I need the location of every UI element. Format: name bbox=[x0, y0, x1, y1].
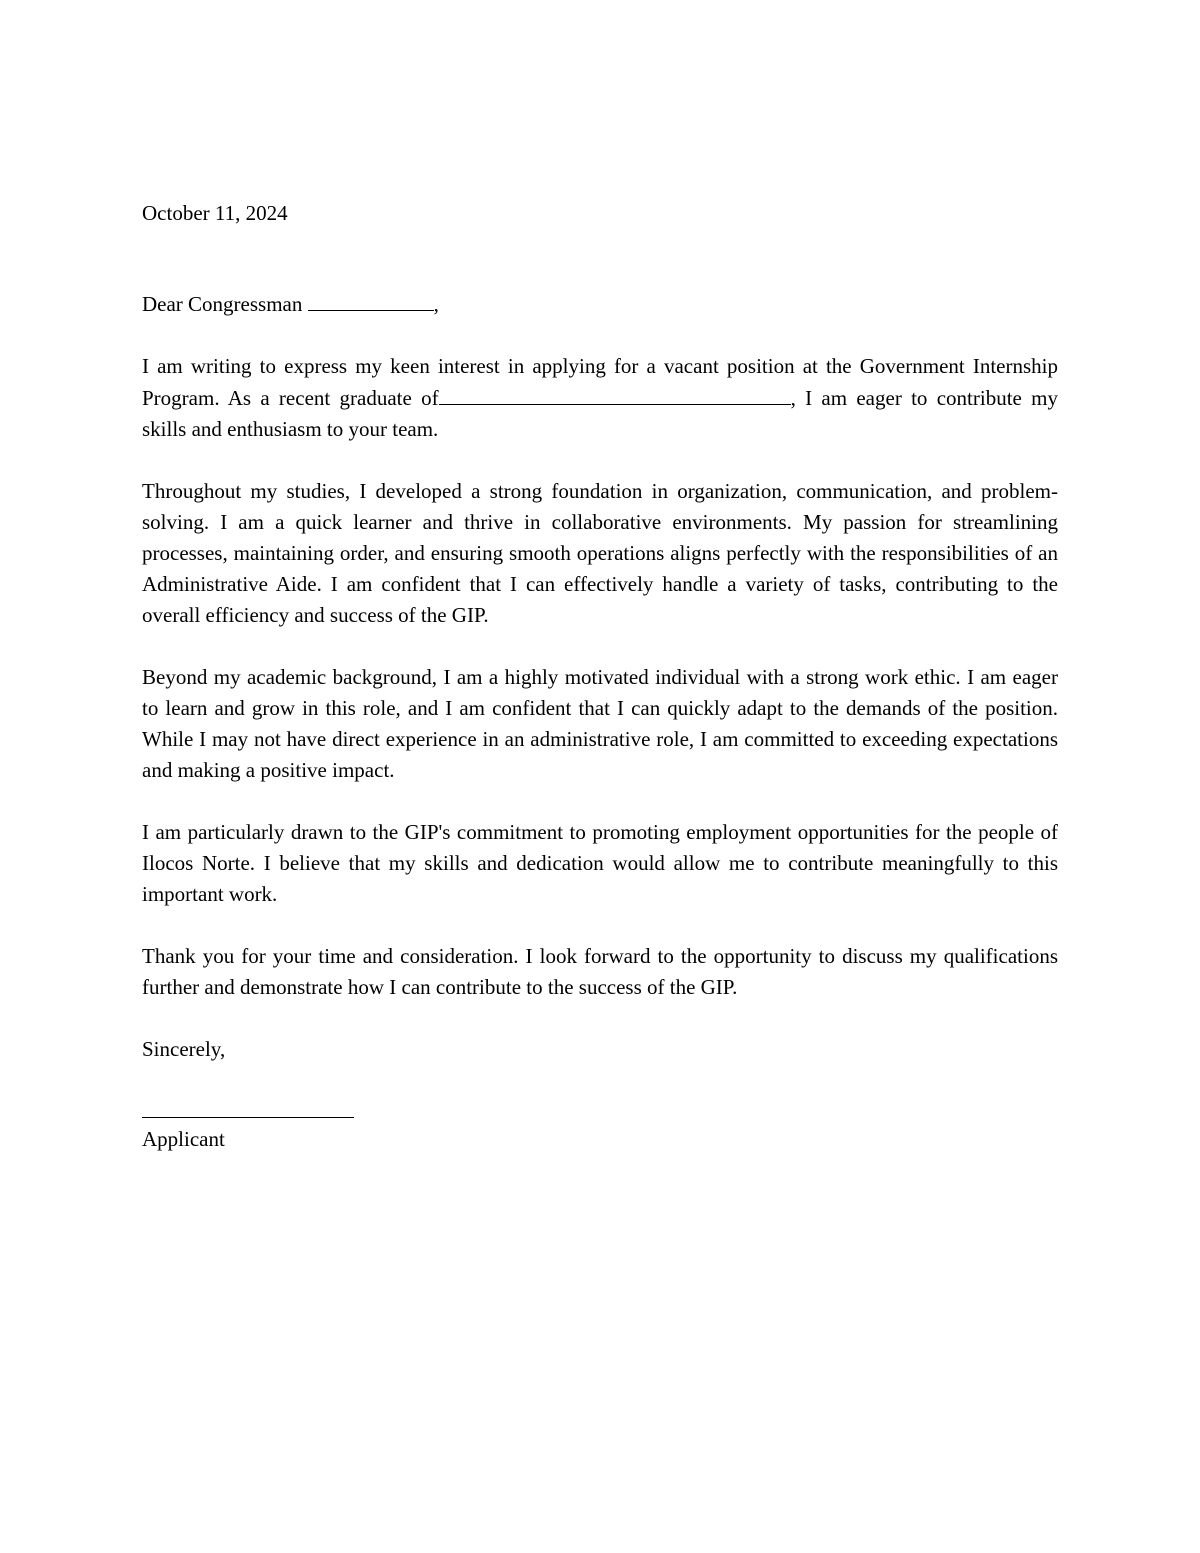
salutation bbox=[142, 288, 1058, 320]
school-name-blank bbox=[439, 382, 791, 405]
letter-date: October 11, 2024 bbox=[142, 201, 288, 225]
signature-line bbox=[142, 1117, 354, 1118]
signer-name: Applicant bbox=[142, 1127, 225, 1151]
paragraph-skills: Throughout my studies, I developed a strong foundation in organization, communication, and problem-solving. I am a quick learner and thrive in collaborative environments. My passion for streamlining processes, maintaining order, and ensuring smooth operations aligns perfectly with the responsibilities of an Administrative Aide. I am confident that I can effectively handle a variety of tasks, contributing to the overall efficiency and success of the GIP. bbox=[142, 479, 1058, 627]
paragraph-interest: I am particularly drawn to the GIP's commitment to promoting employment opportunities for the people of Ilocos Norte. I believe that my skills and dedication would allow me to contribute meaningfully to this important work. bbox=[142, 820, 1058, 906]
salutation-prefix: Dear Congressman bbox=[142, 292, 308, 316]
paragraph-intro-start: I am writing to express my keen interest in applying for a vacant position at the Government Internship Program. As a recent graduate of bbox=[142, 354, 1058, 410]
congressman-name-blank bbox=[308, 288, 434, 311]
paragraph-thanks: Thank you for your time and consideration. I look forward to the opportunity to discuss my qualifications further and demonstrate how I can contribute to the success of the GIP. bbox=[142, 944, 1058, 999]
letter-body bbox=[142, 198, 1058, 1155]
salutation-comma: , bbox=[433, 292, 439, 316]
paragraph-motivation: Beyond my academic background, I am a highly motivated individual with a strong work ethic. I am eager to learn and grow in this role, and I am confident that I can quickly adapt to the demands of the position. While I may not have direct experience in an administrative role, I am committed to exceeding expectations and making a positive impact. bbox=[142, 665, 1058, 782]
paragraph-intro bbox=[142, 351, 1058, 445]
paragraph-intro-end: , I am eager to contribute my skills and enthusiasm to your team. bbox=[142, 386, 1058, 441]
closing: Sincerely, bbox=[142, 1037, 226, 1061]
